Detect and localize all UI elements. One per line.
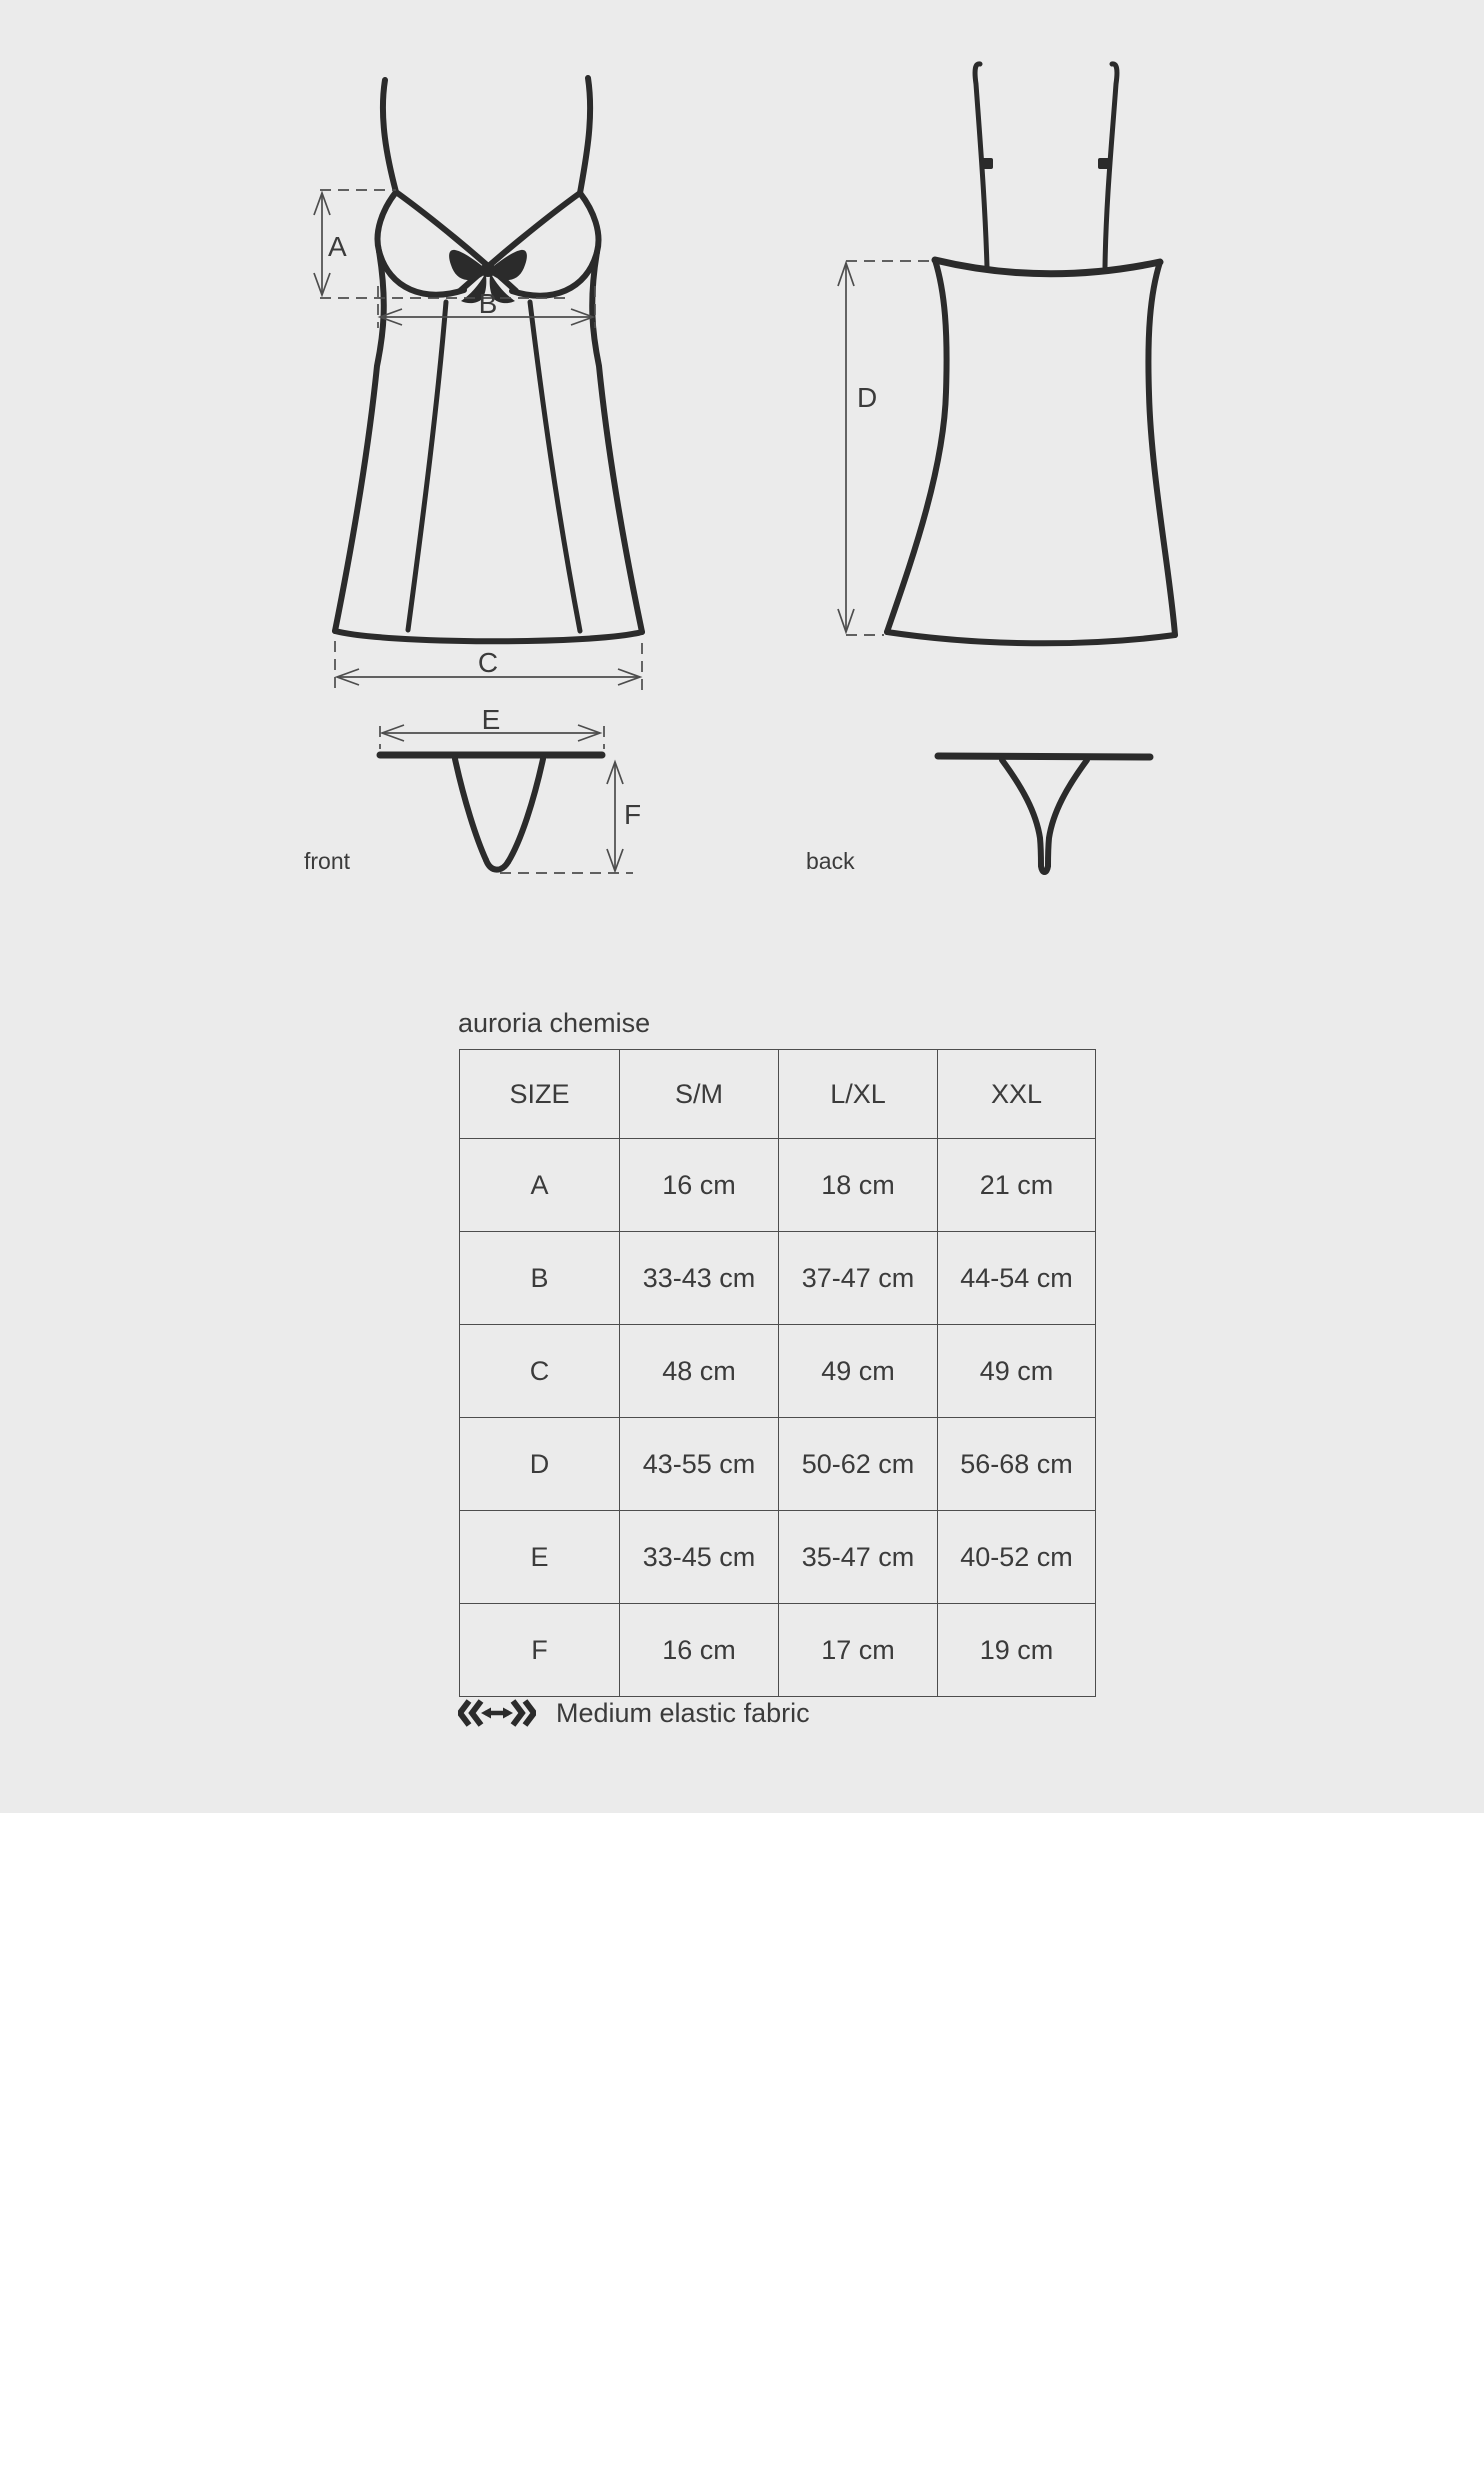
value-cell: 21 cm <box>938 1139 1096 1232</box>
dim-label-e: E <box>481 704 501 735</box>
size-table-header-row <box>460 1050 1096 1139</box>
value-cell: 56-68 cm <box>938 1418 1096 1511</box>
front-left-cup-edge <box>378 192 396 251</box>
dim-label-a: A <box>328 231 347 262</box>
front-right-strap <box>580 78 590 193</box>
dimension-d <box>838 261 932 635</box>
col-header-lxl: L/XL <box>779 1050 938 1139</box>
dim-label-d: D <box>857 382 878 413</box>
back-chemise-drawing <box>887 64 1175 643</box>
front-chemise-drawing <box>335 78 642 641</box>
garment-diagram <box>0 0 1484 900</box>
dim-cell: C <box>460 1325 620 1418</box>
front-view-label: front <box>304 848 351 874</box>
value-cell: 37-47 cm <box>779 1232 938 1325</box>
col-header-size: SIZE <box>460 1050 620 1139</box>
col-header-xxl: XXL <box>938 1050 1096 1139</box>
value-cell: 17 cm <box>779 1604 938 1697</box>
dim-label-f: F <box>624 799 642 830</box>
back-right-side <box>1148 262 1175 635</box>
back-hem <box>887 632 1175 643</box>
back-left-strap-adjuster <box>980 158 993 169</box>
table-row-c <box>460 1325 1096 1418</box>
table-row-a <box>460 1139 1096 1232</box>
dim-cell: F <box>460 1604 620 1697</box>
back-right-strap-adjuster <box>1098 158 1111 169</box>
back-thong-tip <box>1041 866 1048 872</box>
front-right-side <box>592 252 642 632</box>
table-row-b <box>460 1232 1096 1325</box>
value-cell: 49 cm <box>779 1325 938 1418</box>
elastic-stretch-arrow-icon <box>458 1699 536 1727</box>
value-cell: 33-45 cm <box>620 1511 779 1604</box>
value-cell: 40-52 cm <box>938 1511 1096 1604</box>
front-thong-drawing <box>380 755 602 870</box>
value-cell: 16 cm <box>620 1139 779 1232</box>
front-thong-right-edge <box>508 759 543 862</box>
dimension-c <box>335 641 642 691</box>
back-thong-waistband <box>938 756 1150 757</box>
value-cell: 44-54 cm <box>938 1232 1096 1325</box>
value-cell: 33-43 cm <box>620 1232 779 1325</box>
value-cell: 49 cm <box>938 1325 1096 1418</box>
back-top-edge <box>935 260 1160 274</box>
dim-cell: E <box>460 1511 620 1604</box>
fabric-note-text: Medium elastic fabric <box>556 1697 810 1728</box>
dimension-f <box>500 762 641 873</box>
col-header-sm: S/M <box>620 1050 779 1139</box>
front-hem <box>335 631 642 641</box>
back-thong-drawing <box>938 756 1150 872</box>
front-left-seam <box>408 302 446 630</box>
back-thong-right-edge <box>1048 760 1087 866</box>
table-row-e <box>460 1511 1096 1604</box>
back-left-side <box>887 260 947 632</box>
dim-cell: B <box>460 1232 620 1325</box>
front-left-strap <box>383 80 396 192</box>
value-cell: 48 cm <box>620 1325 779 1418</box>
dim-label-c: C <box>477 647 499 678</box>
back-thong-left-edge <box>1002 760 1041 866</box>
value-cell: 18 cm <box>779 1139 938 1232</box>
front-thong-left-edge <box>455 759 486 860</box>
table-row-d <box>460 1418 1096 1511</box>
value-cell: 35-47 cm <box>779 1511 938 1604</box>
front-right-cup-edge <box>580 193 598 252</box>
value-cell: 16 cm <box>620 1604 779 1697</box>
dim-cell: D <box>460 1418 620 1511</box>
size-table <box>459 1049 1096 1697</box>
dim-label-b: B <box>478 288 498 319</box>
dim-cell: A <box>460 1139 620 1232</box>
value-cell: 19 cm <box>938 1604 1096 1697</box>
chart-title: auroria chemise <box>458 1008 651 1038</box>
dimension-a <box>314 190 570 298</box>
front-thong-tip <box>486 860 508 870</box>
fabric-note <box>458 1698 810 1728</box>
back-view-label: back <box>806 848 855 874</box>
value-cell: 50-62 cm <box>779 1418 938 1511</box>
table-row-f <box>460 1604 1096 1697</box>
front-left-side <box>335 251 384 631</box>
dimension-e <box>380 704 604 749</box>
value-cell: 43-55 cm <box>620 1418 779 1511</box>
front-right-seam <box>530 302 580 631</box>
